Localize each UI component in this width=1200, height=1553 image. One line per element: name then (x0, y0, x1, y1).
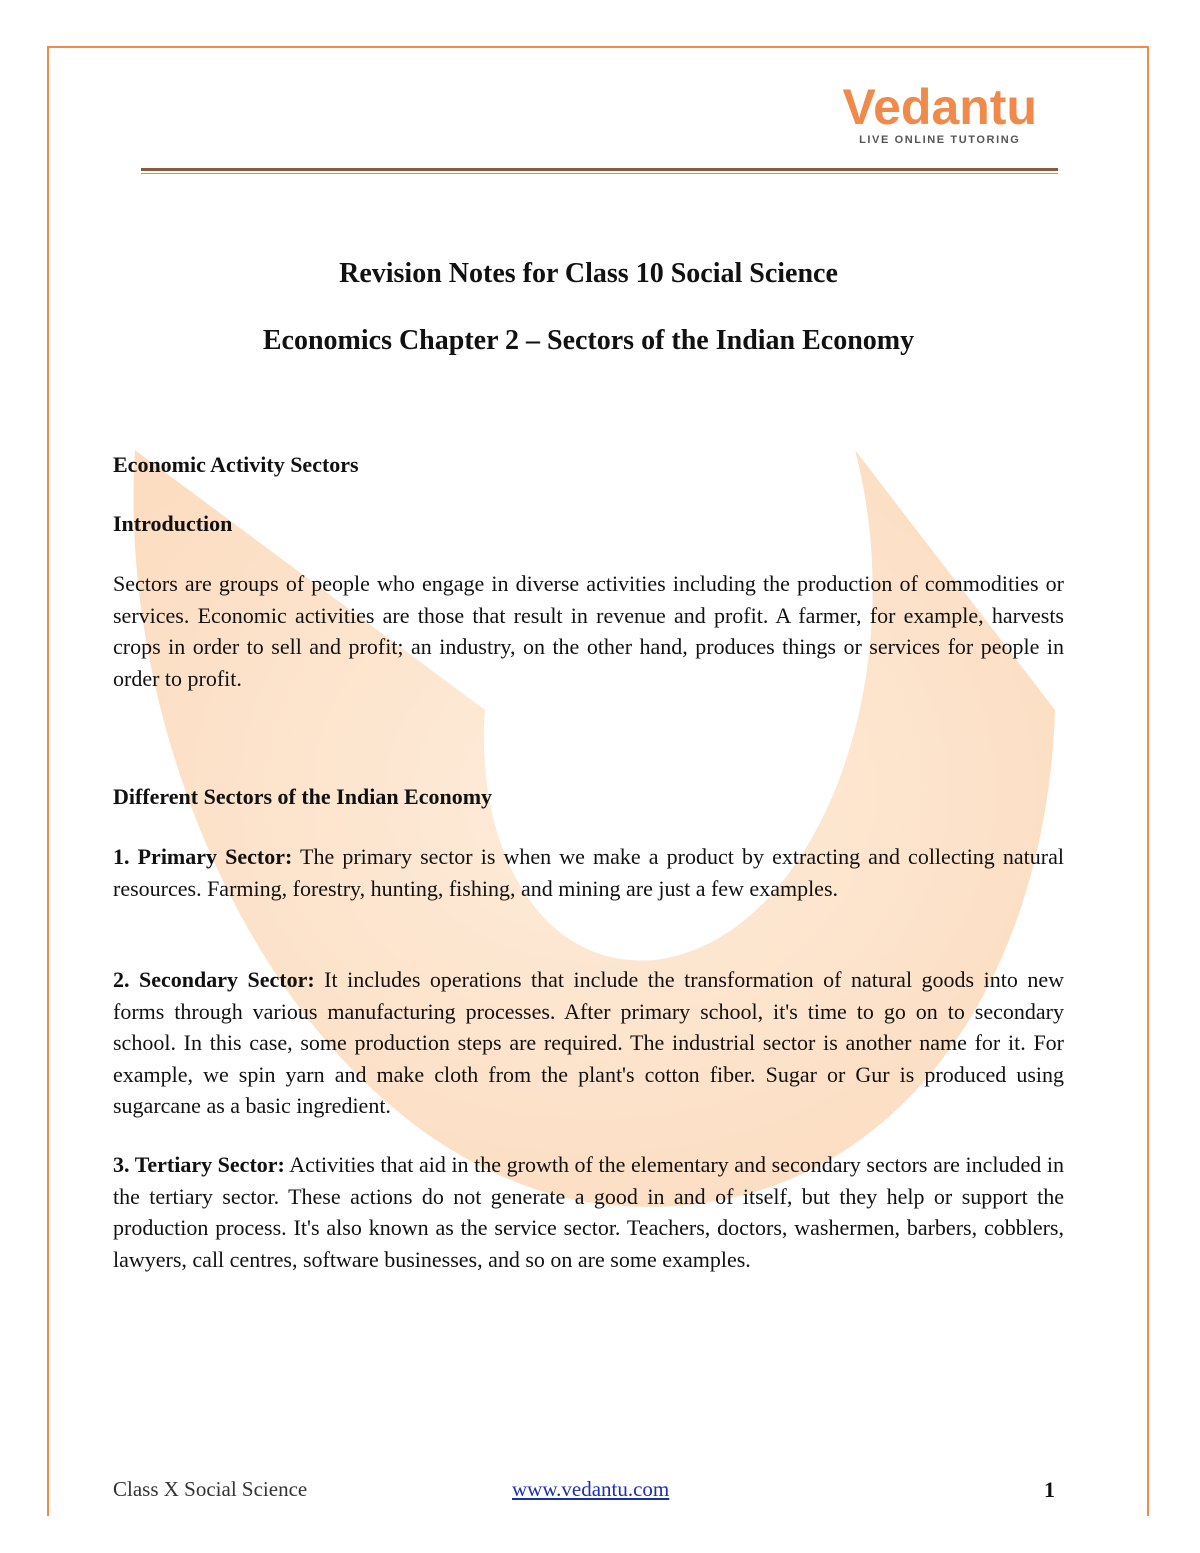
header-divider-thin (141, 173, 1058, 174)
heading-economic-activity-sectors: Economic Activity Sectors (113, 452, 359, 477)
primary-sector-label: 1. Primary Sector: (113, 844, 293, 869)
logo-wordmark: Vedantu (842, 79, 1037, 135)
tertiary-sector-paragraph (113, 1149, 1064, 1275)
primary-sector-text: The primary sector is when we make a product by extracting and collecting natural resources. Farming, forestry, hunting, fishing, and mining are just a few examples. (113, 844, 1064, 901)
secondary-sector-paragraph (113, 964, 1064, 1122)
document-subtitle: Economics Chapter 2 – Sectors of the Indian Economy (262, 325, 915, 356)
primary-sector-paragraph (113, 841, 1064, 904)
logo-tagline: LIVE ONLINE TUTORING (859, 134, 1021, 146)
footer-page-number: 1 (1044, 1477, 1055, 1502)
document-title: Revision Notes for Class 10 Social Science (339, 258, 838, 289)
footer-website-link[interactable]: www.vedantu.com (512, 1477, 670, 1501)
footer-class-label: Class X Social Science (113, 1477, 308, 1501)
heading-different-sectors: Different Sectors of the Indian Economy (113, 784, 493, 809)
vedantu-logo (842, 79, 1037, 146)
tertiary-sector-label: 3. Tertiary Sector: (113, 1152, 285, 1177)
secondary-sector-label: 2. Secondary Sector: (113, 967, 315, 992)
tertiary-sector-text: Activities that aid in the growth of the elementary and secondary sectors are included in the tertiary sector. These actions do not generate a good in and of itself, but they help or support the production process. It's also known as the service sector. Teachers, doctors, washermen, barbers, cobblers, lawyers, call centres, software businesses, and so on are some examples. (113, 1152, 1065, 1272)
secondary-sector-text: It includes operations that include the transformation of natural goods into new forms through various manufacturing processes. After primary school, it's time to go on to secondary school. In this case, some production steps are required. The industrial sector is another name for it. For example, we spin yarn and make cloth from the plant's cotton fiber. Sugar or Gur is produced using sugarcane as a basic ingredient. (113, 967, 1064, 1118)
introduction-paragraph: Sectors are groups of people who engage in diverse activities including the production of commodities or services. Economic activities are those that result in revenue and profit. A farmer, for example, harvests crops in order to sell and profit; an industry, on the other hand, produces things or services for people in order to profit. (113, 571, 1064, 691)
header-divider (141, 168, 1058, 171)
heading-introduction: Introduction (113, 511, 233, 536)
